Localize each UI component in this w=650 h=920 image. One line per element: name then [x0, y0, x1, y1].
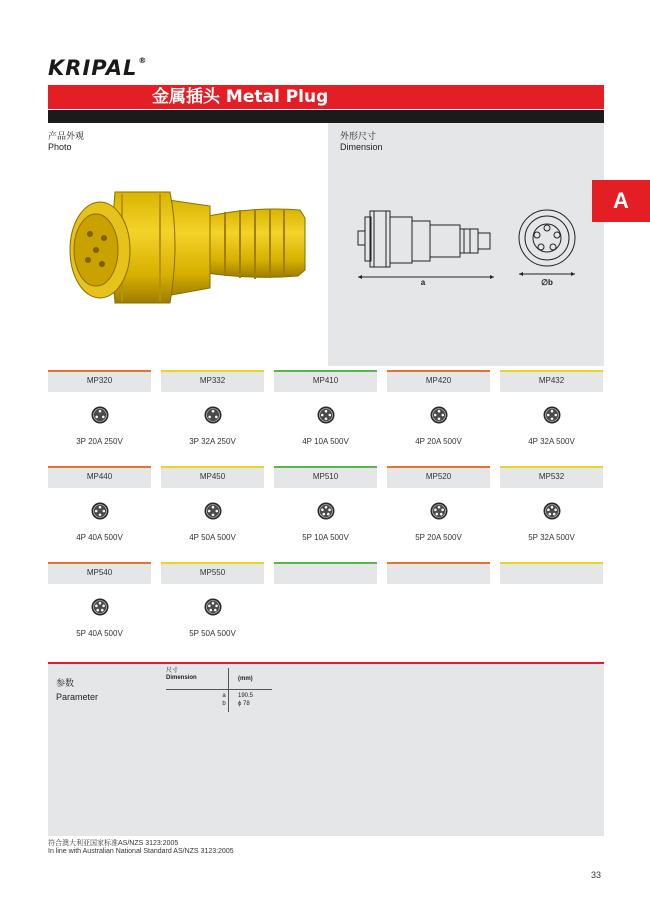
model-spec: 4P 32A 500V [528, 437, 575, 446]
model-header [387, 562, 490, 584]
model-header [500, 562, 603, 584]
param-row: b ϕ 78 [222, 701, 250, 707]
model-header [387, 466, 490, 488]
model-header [48, 466, 151, 488]
photo-label-cn: 产品外观 [48, 131, 85, 141]
model-spec: 4P 10A 500V [302, 437, 349, 446]
model-header [274, 562, 377, 584]
param-col-head [166, 668, 197, 682]
socket-icon [204, 406, 222, 424]
model-spec: 3P 32A 250V [189, 437, 236, 446]
dimension-label [340, 131, 383, 153]
dimension-label-cn: 外形尺寸 [340, 131, 377, 141]
model-spec: 5P 50A 500V [189, 629, 236, 638]
param-head-rule [166, 689, 272, 690]
title-underline [48, 110, 604, 123]
model-header [274, 370, 377, 392]
model-name: MP432 [538, 376, 565, 385]
model-header [387, 370, 490, 392]
socket-icon [317, 502, 335, 520]
model-header [500, 466, 603, 488]
footer-note-cn: 符合澳大利亚国家标准AS/NZS 3123:2005 [48, 840, 179, 847]
model-spec: 4P 50A 500V [189, 533, 236, 542]
footer-note [48, 840, 234, 856]
model-name: MP450 [199, 472, 226, 481]
model-name: MP420 [425, 376, 452, 385]
model-header [500, 370, 603, 392]
parameter-label [56, 676, 98, 704]
page-title: 金属插头 Metal Plug [152, 87, 329, 107]
section-tab-a: A [592, 180, 650, 222]
socket-icon [204, 598, 222, 616]
model-header [48, 562, 151, 584]
model-spec: 5P 32A 500V [528, 533, 575, 542]
dimension-b-label: ∅b [541, 278, 553, 287]
model-name: MP520 [425, 472, 452, 481]
model-name: MP510 [312, 472, 339, 481]
photo-label-en: Photo [48, 142, 72, 152]
model-name: MP532 [538, 472, 565, 481]
parameter-panel [48, 662, 604, 836]
model-header [161, 562, 264, 584]
model-spec: 5P 10A 500V [302, 533, 349, 542]
model-name: MP550 [199, 568, 226, 577]
model-name: MP410 [312, 376, 339, 385]
socket-icon [91, 598, 109, 616]
dimension-a-label: a [420, 278, 426, 287]
param-unit-head: (mm) [238, 676, 253, 682]
model-name: MP320 [86, 376, 113, 385]
model-name: MP440 [86, 472, 113, 481]
model-header [161, 370, 264, 392]
product-photo [60, 188, 310, 313]
socket-icon [430, 502, 448, 520]
model-header [274, 466, 377, 488]
footer-note-en: In line with Australian National Standard AS/NZS 3123:2005 [48, 848, 234, 855]
model-spec: 5P 20A 500V [415, 533, 462, 542]
socket-icon [204, 502, 222, 520]
brand-logo: KRIPAL® [48, 56, 148, 80]
socket-icon [543, 406, 561, 424]
socket-icon [543, 502, 561, 520]
socket-icon [91, 406, 109, 424]
parameter-label-cn: 参数 [56, 678, 75, 688]
side-view-drawing [350, 205, 500, 287]
param-col-head-en: Dimension [166, 675, 197, 681]
model-name: MP540 [86, 568, 113, 577]
front-view-drawing [512, 208, 582, 288]
dimension-label-en: Dimension [340, 142, 383, 152]
model-spec: 3P 20A 250V [76, 437, 123, 446]
model-spec: 4P 40A 500V [76, 533, 123, 542]
socket-icon [317, 406, 335, 424]
model-header [48, 370, 151, 392]
photo-label [48, 131, 84, 153]
page-number: 33 [591, 870, 602, 880]
socket-icon [91, 502, 109, 520]
param-row: a 190.5 [222, 693, 254, 699]
model-spec: 5P 40A 500V [76, 629, 123, 638]
model-name: MP332 [199, 376, 226, 385]
model-spec: 4P 20A 500V [415, 437, 462, 446]
socket-icon [430, 406, 448, 424]
model-header [161, 466, 264, 488]
parameter-label-en: Parameter [56, 692, 99, 702]
param-table [210, 692, 270, 708]
param-col-head-cn: 尺寸 [166, 668, 179, 674]
